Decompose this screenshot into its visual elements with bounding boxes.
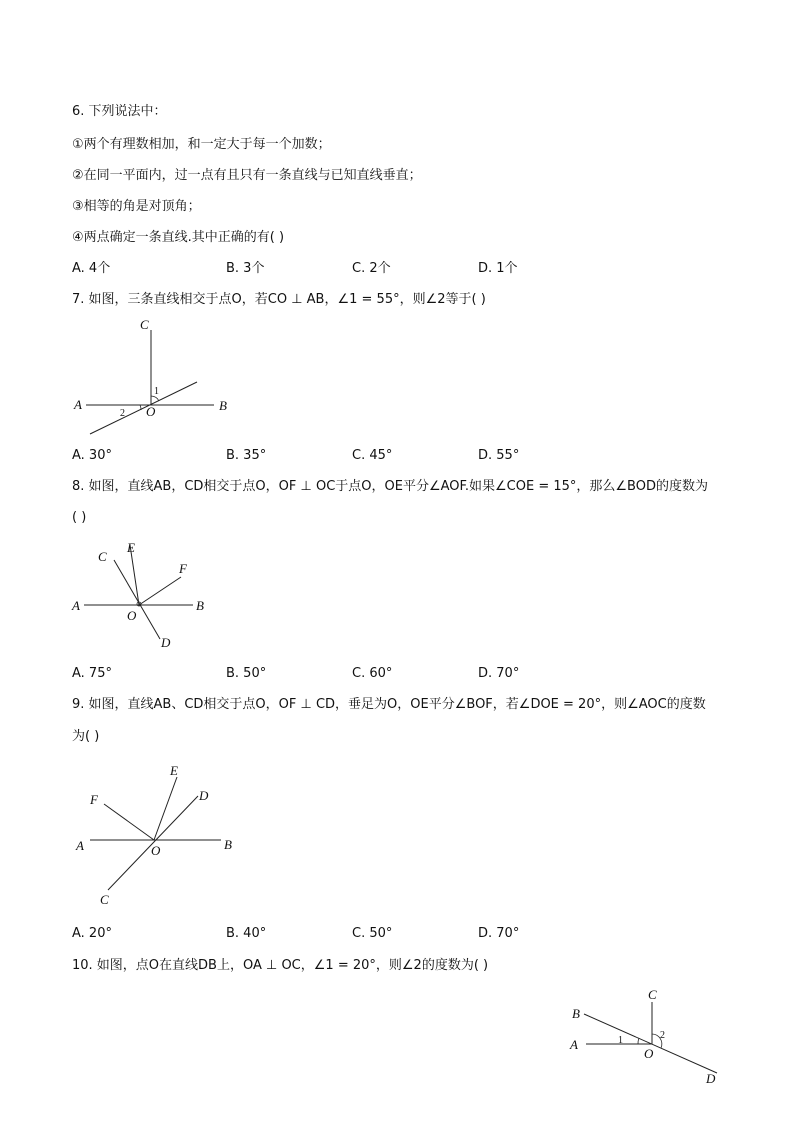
q8-line-cd bbox=[114, 560, 160, 639]
q6-option-c: C. 2个 bbox=[352, 261, 391, 276]
q10-label-d: D bbox=[706, 1071, 716, 1086]
q7-label-1: 1 bbox=[154, 386, 159, 397]
q6-option-a: A. 4个 bbox=[72, 261, 111, 276]
q8-stem-line-2: ( ) bbox=[72, 510, 87, 525]
q9-stem-line-1: 9. 如图，直线AB、CD相交于点O，OF ⊥ CD，垂足为O，OE平分∠BOF，若∠DOE = 20°，则∠AOC的度数 bbox=[72, 697, 706, 712]
q10-label-o: O bbox=[644, 1046, 654, 1061]
q9-label-a: A bbox=[76, 838, 84, 853]
q9-figure bbox=[60, 758, 250, 908]
q8-label-b: B bbox=[196, 598, 204, 613]
q9-label-c: C bbox=[100, 892, 109, 907]
q7-line-oblique bbox=[90, 382, 197, 434]
q9-label-d: D bbox=[199, 788, 209, 803]
q8-figure bbox=[60, 535, 220, 660]
q6-option-d: D. 1个 bbox=[478, 261, 518, 276]
q6-item-3: ③相等的角是对顶角； bbox=[72, 199, 201, 214]
q7-label-2: 2 bbox=[120, 408, 125, 419]
q8-label-c: C bbox=[98, 549, 107, 564]
q8-label-e: E bbox=[127, 540, 135, 555]
q8-option-c: C. 60° bbox=[352, 666, 393, 681]
q7-option-c: C. 45° bbox=[352, 448, 393, 463]
q6-item-2: ②在同一平面内，过一点有且只有一条直线与已知直线垂直； bbox=[72, 168, 422, 183]
q9-label-e: E bbox=[170, 763, 178, 778]
q7-option-b: B. 35° bbox=[226, 448, 267, 463]
q10-label-2: 2 bbox=[660, 1030, 665, 1041]
q10-figure bbox=[560, 980, 730, 1090]
q7-option-d: D. 55° bbox=[478, 448, 520, 463]
q8-label-f: F bbox=[179, 561, 187, 576]
q10-label-b: B bbox=[572, 1006, 580, 1021]
q10-stem: 10. 如图，点O在直线DB上，OA ⊥ OC，∠1 = 20°，则∠2的度数为( ) bbox=[72, 958, 489, 973]
q8-option-b: B. 50° bbox=[226, 666, 267, 681]
q10-angle-1-arc bbox=[638, 1038, 639, 1044]
q7-label-c: C bbox=[140, 317, 149, 332]
q7-figure bbox=[60, 310, 240, 440]
q10-label-a: A bbox=[570, 1037, 578, 1052]
q9-ray-of bbox=[104, 804, 154, 840]
q6-item-4: ④两点确定一条直线.其中正确的有( ) bbox=[72, 230, 285, 245]
q7-option-a: A. 30° bbox=[72, 448, 112, 463]
q6-item-1: ①两个有理数相加，和一定大于每一个加数； bbox=[72, 137, 331, 152]
q9-label-b: B bbox=[224, 837, 232, 852]
q9-option-a: A. 20° bbox=[72, 926, 112, 941]
q9-option-d: D. 70° bbox=[478, 926, 520, 941]
q8-stem-line-1: 8. 如图，直线AB，CD相交于点O，OF ⊥ OC于点O，OE平分∠AOF.如果∠COE = 15°，那么∠BOD的度数为 bbox=[72, 479, 708, 494]
q8-label-a: A bbox=[72, 598, 80, 613]
q8-option-a: A. 75° bbox=[72, 666, 112, 681]
q8-label-o: O bbox=[127, 608, 137, 623]
q7-label-o: O bbox=[146, 404, 156, 419]
q7-label-b: B bbox=[219, 398, 227, 413]
q9-label-f: F bbox=[90, 792, 98, 807]
q8-option-d: D. 70° bbox=[478, 666, 520, 681]
q7-label-a: A bbox=[74, 397, 82, 412]
q6-option-b: B. 3个 bbox=[226, 261, 265, 276]
q8-label-d: D bbox=[161, 635, 171, 650]
q9-option-c: C. 50° bbox=[352, 926, 393, 941]
q6-stem: 6. 下列说法中： bbox=[72, 104, 167, 119]
q9-stem-line-2: 为( ) bbox=[72, 729, 100, 744]
q9-option-b: B. 40° bbox=[226, 926, 267, 941]
q10-label-1: 1 bbox=[618, 1035, 623, 1046]
q7-stem: 7. 如图，三条直线相交于点O，若CO ⊥ AB，∠1 = 55°，则∠2等于( ) bbox=[72, 292, 486, 307]
q8-ray-of bbox=[139, 577, 181, 605]
q9-label-o: O bbox=[151, 843, 161, 858]
q10-label-c: C bbox=[648, 987, 657, 1002]
